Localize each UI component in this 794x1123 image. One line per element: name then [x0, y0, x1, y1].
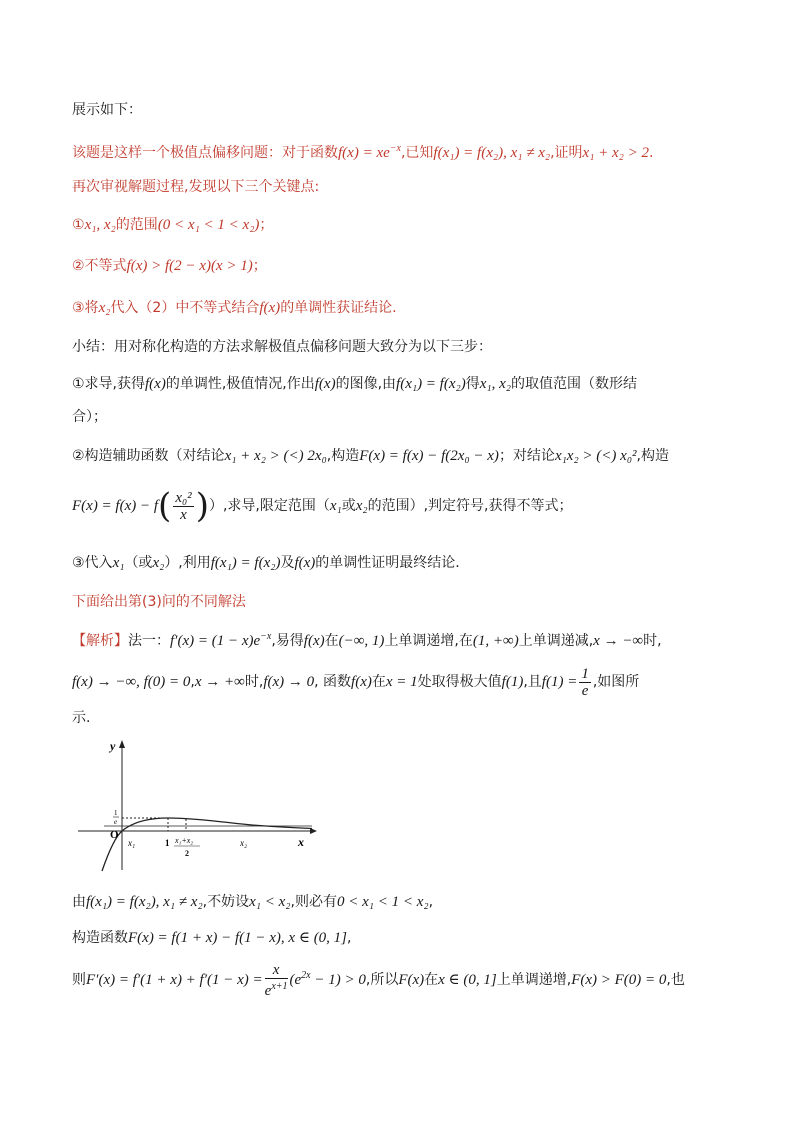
tick-label-x2: x₂	[240, 838, 248, 848]
text-line: 小结：用对称化构造的方法求解极值点偏移问题大致分为以下三步：	[72, 339, 492, 355]
fraction: $\frac{1}{e}$	[581, 665, 589, 699]
math-expression: x ∈ (0, 1]	[438, 972, 497, 988]
math-expression: f(x)	[314, 376, 336, 392]
math-expression: F(x) > F(0) = 0	[571, 972, 667, 988]
math-expression: f(x₁) = f(x₂), x₁ ≠ x₂	[86, 894, 203, 910]
math-expression: f(x₁) = f(x₂)	[210, 555, 281, 571]
math-expression: f(x) > f(2 − x)(x > 1)	[126, 258, 253, 274]
math-expression: x₂	[152, 555, 165, 571]
math-expression: F′(x) = f′(1 + x) + f′(1 − x) =	[86, 972, 263, 988]
tick-label-mid-num: x₁+x₂	[175, 836, 194, 845]
math-expression: f(x)	[294, 555, 316, 571]
text-line: ③将x₂代入（2）中不等式结合f(x)的单调性获证结论.	[72, 300, 397, 316]
math-expression: $f(x) = xe^{-x}$	[338, 143, 401, 161]
math-expression: (0 < x₁ < 1 < x₂)	[157, 217, 260, 233]
max-label-den: e	[114, 818, 118, 826]
y-axis-label: y	[110, 739, 116, 753]
math-expression: f(x₁) = f(x₂)	[396, 376, 466, 392]
tick-label-mid-den: 2	[185, 849, 189, 858]
math-expression: f(1) =	[541, 674, 578, 690]
math-expression: f(x) → 0	[263, 674, 315, 690]
math-expression: x → −∞	[593, 633, 644, 649]
text-line: 【解析】法一：$f'(x) = (1 - x)e^{-x}$,易得f(x)在(−∞, 1)上单调递增,在(1, +∞)上单调递减,x → −∞时,	[72, 631, 662, 649]
math-expression: x₁ + x₂ > 2	[582, 145, 650, 161]
max-label-num: 1	[114, 809, 118, 817]
math-expression: x₁x₂ > (<) x₀²	[554, 448, 637, 464]
math-expression: x = 1	[385, 674, 418, 690]
tick-label-x1: x₁	[128, 838, 136, 848]
math-expression: x₁ + x₂ > (<) 2x₀	[224, 448, 327, 464]
math-expression: f(x)	[351, 674, 372, 690]
analysis-tag: 【解析】	[72, 633, 128, 649]
math-expression: x → +∞	[194, 674, 245, 690]
math-expression: $(e^{2x} - 1) > 0$	[289, 970, 366, 988]
text-line: f(x) → −∞, f(0) = 0,x → +∞时,f(x) → 0, 函数f(x)在x = 1处取得极大值f(1),且f(1) = $\frac{1}{e}$ ,如图所	[72, 665, 640, 699]
function-graph	[72, 736, 322, 876]
text-line: 下面给出第(3)问的不同解法	[72, 594, 246, 610]
x-axis-label: x	[298, 835, 304, 849]
text-line: ③代入x₁（或x₂）,利用f(x₁) = f(x₂)及f(x)的单调性证明最终结论.	[72, 555, 460, 571]
math-expression: x₂	[355, 498, 368, 514]
math-expression: f(1)	[501, 674, 524, 690]
math-expression: F(x) = f(1 + x) − f(1 − x), x ∈ (0, 1]	[128, 930, 348, 946]
text-line: ①x₁, x₂的范围(0 < x₁ < 1 < x₂)；	[72, 217, 274, 233]
text-line: 合）；	[72, 409, 107, 425]
math-expression: $f'(x) = (1 - x)e^{-x}$	[170, 631, 272, 649]
text-line: 展示如下：	[72, 102, 142, 118]
text-line: ①求导,获得f(x)的单调性,极值情况,作出f(x)的图像,由f(x₁) = f(x₂)得x₁, x₂的取值范围（数形结	[72, 376, 637, 392]
text-line: ②构造辅助函数（对结论x₁ + x₂ > (<) 2x₀,构造F(x) = f(x) − f(2x₀ − x)；对结论x₁x₂ > (<) x₀²,构造	[72, 448, 669, 464]
tick-label-1: 1	[165, 838, 170, 848]
math-expression: f(x)	[303, 633, 325, 649]
fraction: $\frac{\text{x₀²}}{x}$	[175, 489, 192, 523]
text-line: 由f(x₁) = f(x₂), x₁ ≠ x₂,不妨设x₁ < x₂,则必有0 < x₁ < 1 < x₂,	[72, 894, 434, 910]
text-line: 该题是这样一个极值点偏移问题：对于函数$f(x) = xe^{-x}$,已知f(x₁) = f(x₂), x₁ ≠ x₂,证明x₁ + x₂ > 2.	[72, 143, 654, 161]
math-expression: x₁	[112, 555, 125, 571]
left-paren: (	[158, 486, 172, 526]
math-expression: f(x)	[259, 300, 281, 316]
text-line: 示.	[72, 710, 91, 726]
text-line: 则F′(x) = f′(1 + x) + f′(1 − x) = $\frac{x}{e^{x+1}}$ $(e^{2x} - 1) > 0$,所以F(x)在x ∈ (0, 1]上单调递增,F(x) > F(0) = 0,也	[72, 961, 685, 999]
math-expression: x₁ < x₂	[249, 894, 291, 910]
math-expression: F(x) = f(x) − f	[72, 498, 159, 514]
text-line: 再次审视解题过程,发现以下三个关键点:	[72, 179, 320, 195]
math-expression: F(x)	[398, 972, 425, 988]
math-expression: x₂	[98, 300, 111, 316]
math-expression: x₁, x₂	[84, 217, 116, 233]
text-line: F(x) = f(x) − f( $\frac{\text{x₀²}}{x}$ )）,求导,限定范围（x₁或x₂的范围）,判定符号,获得不等式；	[72, 486, 573, 526]
math-expression: f(x)	[145, 376, 166, 392]
origin-label: O	[110, 829, 119, 841]
text-line: 构造函数F(x) = f(1 + x) − f(1 − x), x ∈ (0, 1],	[72, 930, 352, 946]
math-expression: x₁	[329, 498, 342, 514]
math-expression: f(x) → −∞, f(0) = 0	[72, 674, 191, 690]
math-expression: x₁, x₂	[479, 376, 511, 392]
fraction: $\frac{x}{e^{x+1}}$	[264, 961, 288, 999]
y-axis-arrow	[119, 740, 125, 748]
right-paren: )	[195, 486, 209, 526]
text-line: ②不等式f(x) > f(2 − x)(x > 1)；	[72, 258, 267, 274]
math-expression: f(x₁) = f(x₂), x₁ ≠ x₂	[433, 145, 551, 161]
math-expression: (−∞, 1)	[338, 633, 385, 649]
math-expression: F(x) = f(x) − f(2x₀ − x)	[359, 448, 499, 464]
math-expression: 0 < x₁ < 1 < x₂	[336, 894, 429, 910]
math-expression: (1, +∞)	[472, 633, 519, 649]
